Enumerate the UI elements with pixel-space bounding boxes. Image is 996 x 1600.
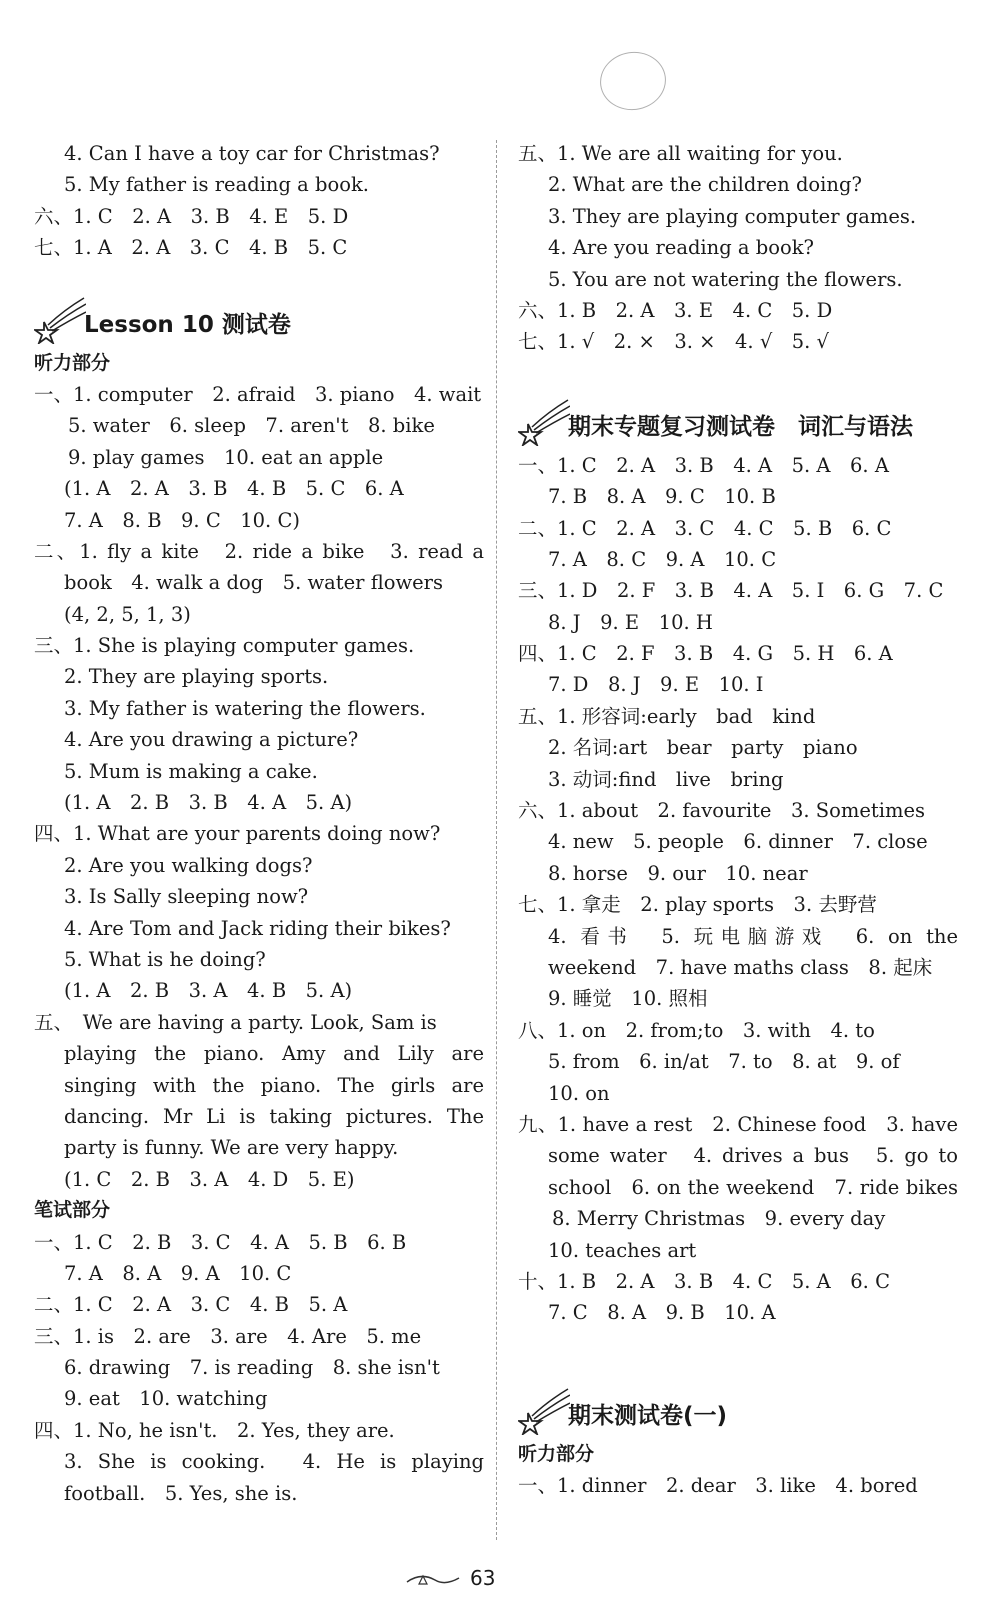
page-number: 63: [470, 1566, 496, 1590]
answer-line: 七、1. √ 2. × 3. × 4. √ 5. √: [518, 330, 829, 354]
answer-line: school 6. on the weekend 7. ride bikes: [548, 1175, 958, 1199]
answer-line: 5. Mum is making a cake.: [64, 759, 318, 783]
answer-line: 三、1. is 2. are 3. are 4. Are 5. me: [34, 1324, 422, 1348]
shooting-star-icon: [518, 1383, 570, 1435]
answer-line: 八、1. on 2. from;to 3. with 4. to: [518, 1018, 875, 1042]
answer-line: 一、1. computer 2. afraid 3. piano 4. wait: [34, 382, 482, 406]
answer-line: 四、1. What are your parents doing now?: [34, 822, 441, 846]
answer-line: 二、1. fly a kite 2. ride a bike 3. read a: [34, 539, 484, 563]
answer-line: 10. teaches art: [548, 1238, 697, 1262]
answer-line: 十、1. B 2. A 3. B 4. C 5. A 6. C: [518, 1269, 890, 1293]
right-column: [518, 138, 958, 1501]
section-subheading: 听力部分: [518, 1442, 595, 1465]
answer-line: 4. Can I have a toy car for Christmas?: [64, 142, 440, 165]
answer-line: 8. horse 9. our 10. near: [548, 861, 808, 885]
answer-line: 二、1. C 2. A 3. C 4. C 5. B 6. C: [518, 516, 892, 540]
answer-line: 七、1. 拿走 2. play sports 3. 去野营: [518, 893, 877, 917]
shooting-star-icon: [518, 394, 570, 446]
answer-line: 3. My father is watering the flowers.: [64, 696, 426, 720]
answer-line: singing with the piano. The girls are: [64, 1073, 484, 1097]
answer-line: 3. She is cooking. 4. He is playing: [64, 1450, 484, 1474]
answer-line: 10. on: [548, 1081, 610, 1105]
section-subheading: 听力部分: [34, 351, 111, 374]
answer-line: 4. new 5. people 6. dinner 7. close: [548, 830, 928, 854]
answer-line: (1. A 2. B 3. A 4. B 5. A): [64, 979, 353, 1003]
answer-line: 3. 动词:find live bring: [548, 767, 784, 791]
section-heading-lesson10: [34, 296, 484, 344]
section-heading-review: [518, 398, 958, 446]
answer-line: 7. D 8. J 9. E 10. I: [548, 673, 764, 697]
stamp-seal: [596, 48, 669, 115]
answer-line: party is funny. We are very happy.: [64, 1136, 399, 1160]
answer-line: 2. Are you walking dogs?: [64, 853, 313, 877]
answer-line: 6. drawing 7. is reading 8. she isn't: [64, 1356, 440, 1380]
section-title: 期末测试卷(一): [568, 1403, 728, 1430]
answer-line: 七、1. A 2. A 3. C 4. B 5. C: [34, 236, 348, 260]
section-title: Lesson 10 测试卷: [84, 312, 291, 339]
answer-line: 一、1. C 2. B 3. C 4. A 5. B 6. B: [34, 1230, 407, 1254]
answer-line: 六、1. C 2. A 3. B 4. E 5. D: [34, 204, 349, 228]
answer-line: 2. 名词:art bear party piano: [548, 736, 858, 760]
answer-line: 3. Is Sally sleeping now?: [64, 885, 309, 909]
page-ornament-icon: [405, 1570, 461, 1590]
answer-line: dancing. Mr Li is taking pictures. The: [64, 1104, 484, 1128]
answer-line: 三、1. D 2. F 3. B 4. A 5. I 6. G 7. C: [518, 579, 944, 603]
answer-line: (1. C 2. B 3. A 4. D 5. E): [64, 1167, 355, 1191]
answer-line: 5. What is he doing?: [64, 947, 266, 971]
answer-line: 7. B 8. A 9. C 10. B: [548, 485, 776, 509]
answer-line: (1. A 2. B 3. B 4. A 5. A): [64, 791, 353, 815]
answer-line: 4. Are you drawing a picture?: [64, 728, 359, 752]
answer-line: weekend 7. have maths class 8. 起床: [548, 955, 933, 979]
answer-line: some water 4. drives a bus 5. go to: [548, 1144, 958, 1168]
answer-line: 一、1. C 2. A 3. B 4. A 5. A 6. A: [518, 453, 889, 477]
answer-line: 5. from 6. in/at 7. to 8. at 9. of: [548, 1050, 900, 1074]
answer-line: 5. You are not watering the flowers.: [548, 267, 903, 291]
answer-line: 5. water 6. sleep 7. aren't 8. bike: [68, 414, 435, 438]
answer-line: 二、1. C 2. A 3. C 4. B 5. A: [34, 1293, 348, 1317]
answer-line: 五、1. 形容词:early bad kind: [518, 704, 816, 728]
section-heading-final: [518, 1387, 958, 1435]
answer-line: 7. C 8. A 9. B 10. A: [548, 1301, 776, 1325]
answer-line: 四、1. No, he isn't. 2. Yes, they are.: [34, 1418, 395, 1442]
answer-line: book 4. walk a dog 5. water flowers: [64, 571, 444, 595]
answer-line: 2. What are the children doing?: [548, 173, 862, 197]
answer-line: playing the piano. Amy and Lily are: [64, 1042, 484, 1066]
answer-line: 2. They are playing sports.: [64, 665, 329, 689]
answer-line: 三、1. She is playing computer games.: [34, 634, 415, 658]
answer-line: 五、 We are having a party. Look, Sam is: [34, 1010, 437, 1034]
answer-line: 五、1. We are all waiting for you.: [518, 142, 843, 165]
answer-line: football. 5. Yes, she is.: [64, 1481, 298, 1505]
section-title: 期末专题复习测试卷 词汇与语法: [568, 414, 913, 441]
answer-line: 7. A 8. B 9. C 10. C): [64, 508, 300, 532]
answer-line: 5. My father is reading a book.: [64, 173, 369, 197]
answer-line: (1. A 2. A 3. B 4. B 5. C 6. A: [64, 477, 404, 501]
answer-line: 7. A 8. C 9. A 10. C: [548, 547, 777, 571]
answer-line: 4. Are Tom and Jack riding their bikes?: [64, 916, 451, 940]
left-column: [34, 138, 484, 1509]
answer-line: 一、1. dinner 2. dear 3. like 4. bored: [518, 1474, 918, 1498]
answer-line: 3. They are playing computer games.: [548, 204, 917, 228]
answer-line: 九、1. have a rest 2. Chinese food 3. have: [518, 1112, 958, 1136]
shooting-star-icon: [34, 292, 86, 344]
answer-line: 9. eat 10. watching: [64, 1387, 268, 1411]
answer-line: 六、1. B 2. A 3. E 4. C 5. D: [518, 298, 833, 322]
answer-line: 8. Merry Christmas 9. every day: [552, 1207, 886, 1231]
answer-line: 8. J 9. E 10. H: [548, 610, 713, 634]
answer-line: 4. Are you reading a book?: [548, 236, 814, 260]
answer-line: 4. 看书 5. 玩电脑游戏 6. on the: [548, 924, 958, 948]
section-subheading: 笔试部分: [34, 1199, 111, 1222]
answer-line: 9. 睡觉 10. 照相: [548, 987, 708, 1011]
answer-line: 四、1. C 2. F 3. B 4. G 5. H 6. A: [518, 642, 893, 666]
answer-line: 六、1. about 2. favourite 3. Sometimes: [518, 799, 925, 823]
answer-line: 9. play games 10. eat an apple: [68, 445, 384, 469]
answer-line: 7. A 8. A 9. A 10. C: [64, 1261, 292, 1285]
column-divider: [496, 140, 497, 1540]
answer-line: (4, 2, 5, 1, 3): [64, 602, 191, 626]
